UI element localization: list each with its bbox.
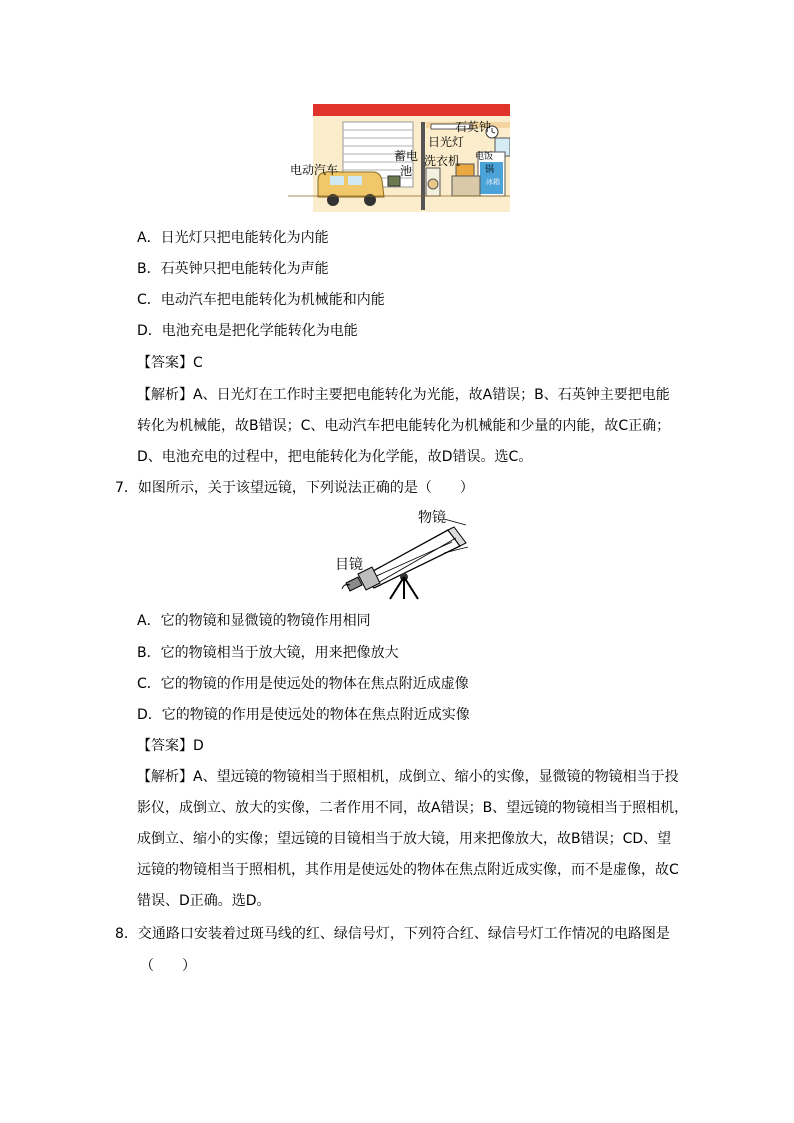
label-objective: 物镜 [418,510,446,526]
q8-stem-line-2: （ ） [140,958,196,974]
label-fridge: 冰箱 [486,178,500,186]
q7-option-d: D．它的物镜的作用是使远处的物体在焦点附近成实像 [137,707,470,723]
label-quartz-clock: 石英钟 [455,120,492,134]
q7-analysis-line-5: 错误、D正确。选D。 [137,893,271,909]
q7-analysis-line-4: 远镜的物镜相当于照相机，其作用是使远处的物体在焦点附近成实像，而不是虚像，故C [137,862,679,878]
q7-stem: 7．如图所示，关于该望远镜，下列说法正确的是（ ） [115,480,474,496]
q7-analysis-line-3: 成倒立、缩小的实像；望远镜的目镜相当于放大镜，用来把像放大，故B错误；CD、望 [137,831,672,847]
q7-option-a: A．它的物镜和显微镜的物镜作用相同 [137,613,371,629]
q6-analysis-line-2: 转化为机械能，故B错误；C、电动汽车把电能转化为机械能和少量的内能，故C正确； [137,418,671,434]
label-battery-2: 池 [400,164,413,178]
q7-answer: 【答案】D [137,738,204,754]
appliances-illustration [288,102,510,212]
q6-analysis-line-1: 【解析】A、日光灯在工作时主要把电能转化为光能，故A错误；B、石英钟主要把电能 [137,387,670,403]
q6-answer: 【答案】C [137,355,203,371]
telescope-illustration [332,505,482,600]
q6-option-b: B．石英钟只把电能转化为声能 [137,261,329,277]
q6-option-d: D．电池充电是把化学能转化为电能 [137,323,358,339]
q6-option-a: A．日光灯只把电能转化为内能 [137,230,329,246]
q6-option-c: C．电动汽车把电能转化为机械能和内能 [137,292,385,308]
q7-option-b: B．它的物镜相当于放大镜，用来把像放大 [137,645,399,661]
q7-option-c: C．它的物镜的作用是使远处的物体在焦点附近成虚像 [137,676,469,692]
label-eyepiece: 目镜 [335,557,363,573]
appliances-figure [288,102,510,212]
q6-analysis-line-3: D、电池充电的过程中，把电能转化为化学能，故D错误。选C。 [137,449,533,465]
q7-analysis-line-1: 【解析】A、望远镜的物镜相当于照相机，成倒立、缩小的实像，显微镜的物镜相当于投 [137,769,679,785]
label-rice-cooker-2: 锅 [485,165,495,175]
label-fluorescent-lamp: 日光灯 [428,135,465,149]
q7-analysis-line-2: 影仪，成倒立、放大的实像，二者作用不同，故A错误；B、望远镜的物镜相当于照相机， [137,800,689,816]
telescope-figure [332,505,482,600]
q8-stem-line-1: 8．交通路口安装着过斑马线的红、绿信号灯，下列符合红、绿信号灯工作情况的电路图是 [115,926,670,942]
label-washing-machine: 洗衣机 [424,154,461,168]
label-rice-cooker-1: 电饭 [475,152,494,162]
label-battery-1: 蓄电 [394,149,419,163]
label-electric-car: 电动汽车 [290,163,339,177]
